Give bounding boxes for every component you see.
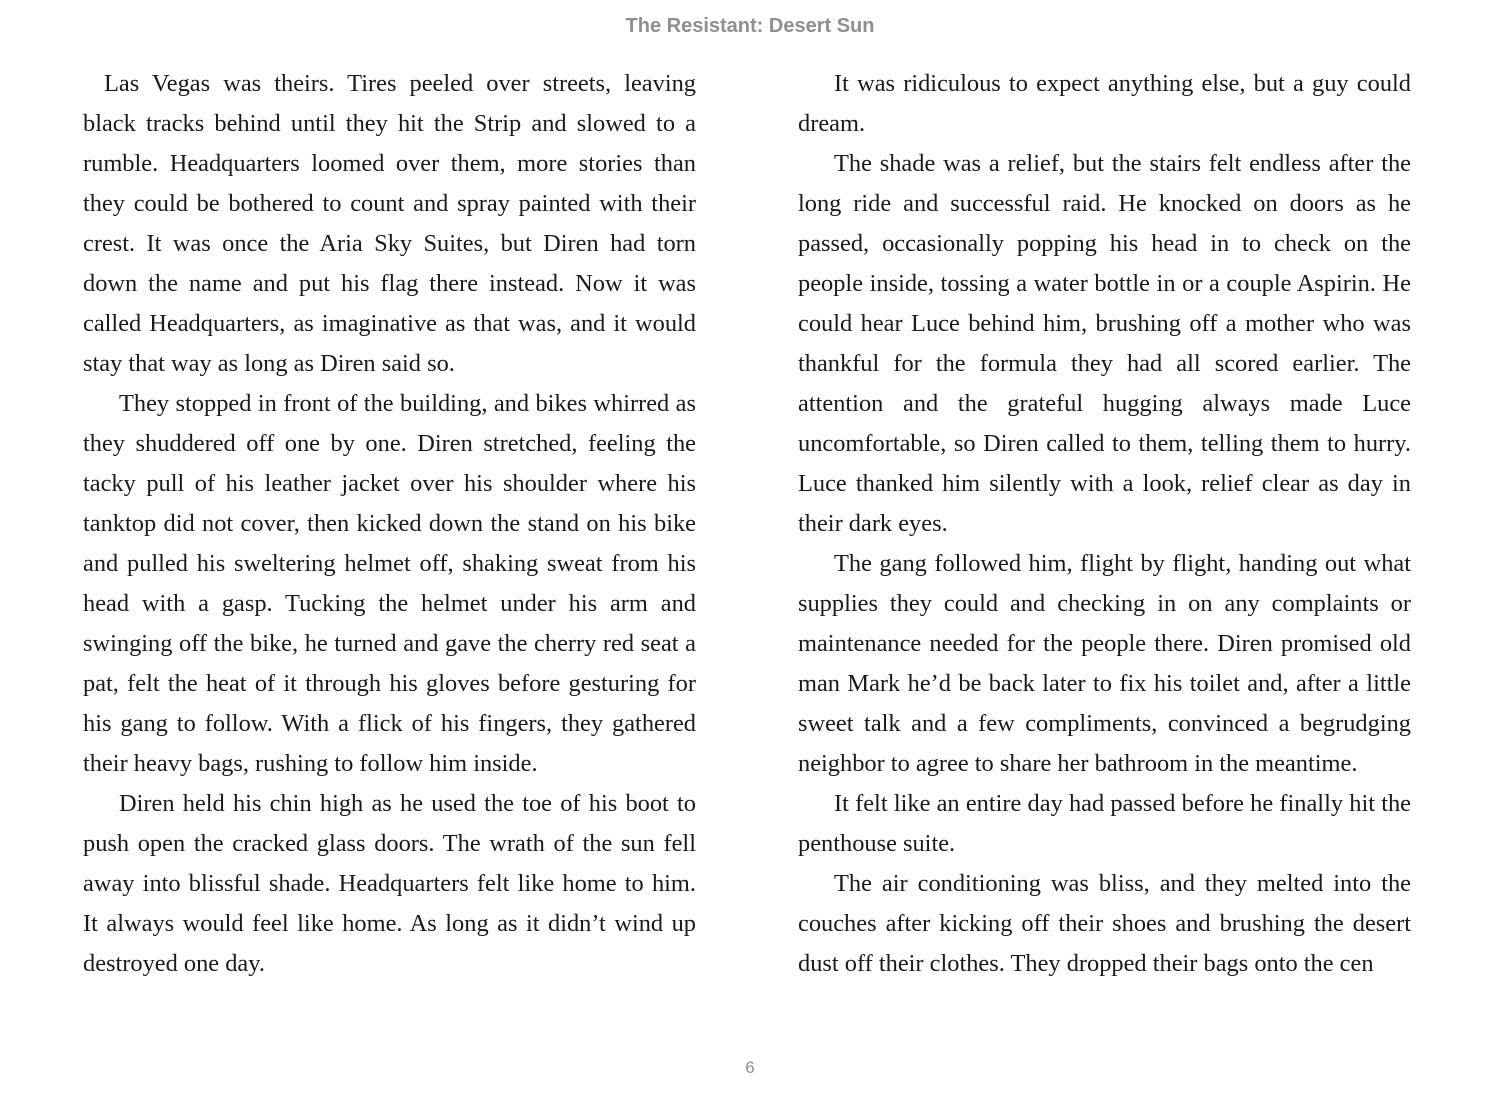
paragraph: They stopped in front of the building, and bikes whirred as they shuddered off one by one. Diren stretched, feeling the tacky pull of his leather jacket over his shoulder where his tanktop did not cover, then kicked down the stand on his bike and pulled his sweltering helmet off, shaking sweat from his head with a gasp. Tucking the helmet under his arm and swinging off the bike, he turned and gave the cherry red seat a pat, felt the heat of it through his gloves before gesturing for his gang to follow. With a flick of his fingers, they gathered their heavy bags, rushing to follow him inside. <box>83 390 696 777</box>
paragraph: The shade was a relief, but the stairs felt endless after the long ride and successful raid. He knocked on doors as he passed, occasionally popping his head in to check on the people inside, tossing a water bottle in or a couple Aspirin. He could hear Luce behind him, brushing off a mother who was thankful for the formula they had all scored earlier. The attention and the grateful hugging always made Luce uncomfortable, so Diren called to them, telling them to hurry. Luce thanked him silently with a look, relief clear as day in their dark eyes. <box>798 150 1411 537</box>
paragraph: Diren held his chin high as he used the toe of his boot to push open the cracked glass doors. The wrath of the sun fell away into blissful shade. Headquarters felt like home to him. It always would feel like home. As long as it didn’t wind up destroyed one day. <box>83 790 696 977</box>
page-number: 6 <box>745 1058 755 1077</box>
left-page <box>83 64 696 984</box>
paragraph: It was ridiculous to expect anything else, but a guy could dream. <box>798 70 1411 137</box>
paragraph: The air conditioning was bliss, and they melted into the couches after kicking off their shoes and brushing the desert dust off their clothes. They dropped their bags onto the cen <box>798 870 1411 977</box>
paragraph: It felt like an entire day had passed before he finally hit the penthouse suite. <box>798 790 1411 857</box>
paragraph: Las Vegas was theirs. Tires peeled over streets, leaving black tracks behind until they hit the Strip and slowed to a rumble. Headquarters loomed over them, more stories than they could be bothered to count and spray painted with their crest. It was once the Aria Sky Suites, but Diren had torn down the name and put his flag there instead. Now it was called Headquarters, as imaginative as that was, and it would stay that way as long as Diren said so. <box>83 70 696 377</box>
right-page <box>798 64 1411 984</box>
book-title: The Resistant: Desert Sun <box>625 15 875 37</box>
paragraph: The gang followed him, flight by flight, handing out what supplies they could and checking in on any complaints or maintenance needed for the people there. Diren promised old man Mark he’d be back later to fix his toilet and, after a little sweet talk and a few compliments, convinced a begrudging neighbor to agree to share her bathroom in the meantime. <box>798 550 1411 777</box>
